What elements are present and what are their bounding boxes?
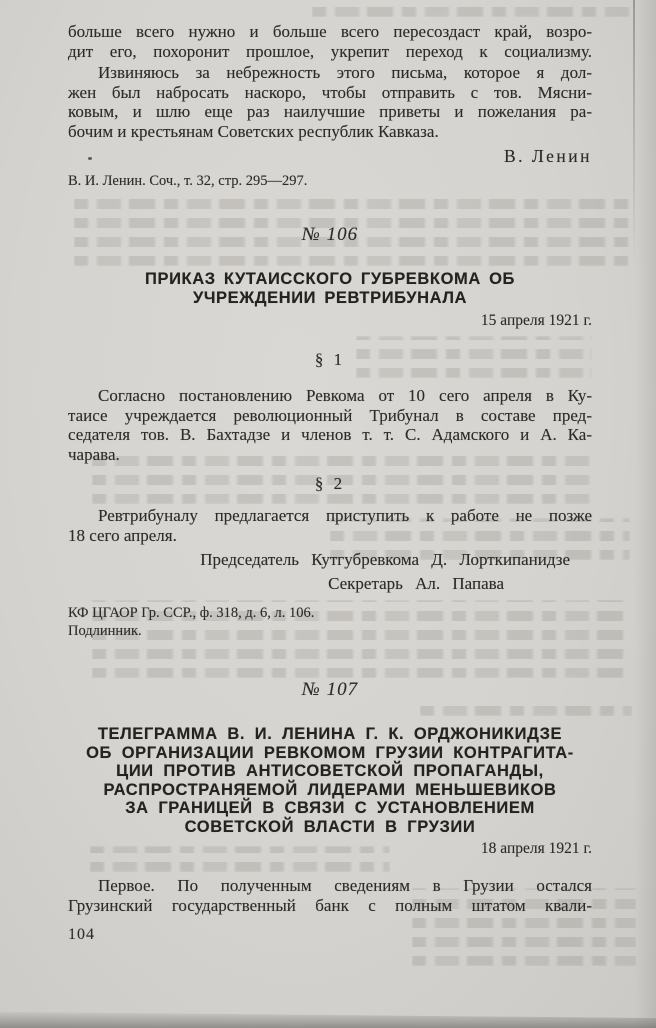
doc-107-title-line: РАСПРОСТРАНЯЕМОЙ ЛИДЕРАМИ МЕНЬШЕВИКОВ (103, 780, 557, 799)
doc-106-title-line: УЧРЕЖДЕНИИ РЕВТРИБУНАЛА (192, 289, 468, 307)
section-2-heading: § 2 (314, 474, 346, 493)
doc-106-title (68, 270, 592, 308)
archive-reference: КФ ЦГАОР Гр. ССР., ф. 318, д. 6, л. 106. (68, 605, 315, 621)
doc-107-body-line: Первое. По полученным сведениям в Грузии остался (98, 876, 592, 895)
letter-text-line: дит его, похоронит прошлое, укрепит переход к социализму. (68, 41, 592, 61)
doc-107-body-paragraph (68, 876, 592, 915)
bleedthrough-texture (312, 2, 630, 17)
doc-106-number: № 106 (301, 224, 359, 245)
letter-closing-paragraph (68, 63, 592, 141)
doc-107-number: № 107 (301, 679, 359, 700)
chairman-signature-line: Председатель Кутгубревкома Д. Лорткипанидзе (200, 550, 570, 569)
lenin-source-citation: В. И. Ленин. Соч., т. 32, стр. 295—297. (68, 173, 308, 189)
ink-speck (88, 157, 92, 160)
doc-107-title-line: ЗА ГРАНИЦЕЙ В СВЯЗИ С УСТАНОВЛЕНИЕМ (125, 799, 535, 817)
page-bottom-shadow (0, 1010, 656, 1028)
letter-text-line: ковым, и шлю еще раз наилучшие приветы и пожелания ра- (68, 102, 592, 121)
page-number: 104 (68, 926, 95, 943)
secretary-signature-line: Секретарь Ал. Папава (328, 574, 504, 593)
doc-107-date: 18 апреля 1921 г. (480, 840, 592, 857)
letter-text-line: больше всего нужно и больше всего пересоздаст край, возро- (68, 22, 592, 41)
doc-107-title-line: ЦИИ ПРОТИВ АНТИСОВЕТСКОЙ ПРОПАГАНДЫ, (116, 762, 544, 780)
bleedthrough-texture (420, 700, 632, 716)
section-2-paragraph (68, 506, 592, 545)
doc-107-body-line: Грузинский государственный банк с полным штатом квали- (68, 895, 592, 915)
doc-106-title-line: ПРИКАЗ КУТАИССКОГО ГУБРЕВКОМА ОБ (145, 270, 515, 288)
section-1-line: Согласно постановлению Ревкома от 10 сего апреля в Ку- (98, 386, 592, 405)
section-1-paragraph (68, 386, 592, 464)
section-2-line: 18 сего апреля. (68, 525, 177, 545)
lenin-signature: В. Ленин (503, 146, 592, 166)
section-1-line: седателя тов. В. Бахтадзе и членов т. т. С. Адамского и А. Ка- (68, 425, 592, 444)
letter-text-line: бочим и крестьянам Советских республик Кавказа. (68, 121, 439, 141)
letter-text-line: жен был набросать наскоро, чтобы отправить с тов. Мясни- (68, 82, 592, 102)
page-edge-shading (634, 0, 656, 1028)
section-1-line: чарава. (68, 444, 120, 464)
authenticity-note: Подлинник. (68, 623, 142, 639)
letter-text-line: Извиняюсь за небрежность этого письма, которое я дол- (98, 63, 592, 82)
doc-106-date: 15 апреля 1921 г. (480, 312, 592, 329)
section-2-line: Ревтрибуналу предлагается приступить к работе не позже (98, 506, 592, 525)
doc-107-title-line: ОБ ОРГАНИЗАЦИИ РЕВКОМОМ ГРУЗИИ КОНТРАГИТА- (86, 743, 574, 762)
doc-107-title (68, 725, 592, 836)
doc-107-title-line: СОВЕТСКОЙ ВЛАСТИ В ГРУЗИИ (184, 817, 476, 836)
doc-107-title-line: ТЕЛЕГРАММА В. И. ЛЕНИНА Г. К. ОРДЖОНИКИДЗЕ (97, 725, 563, 743)
section-1-heading: § 1 (314, 350, 346, 369)
letter-continuation-paragraph (68, 22, 592, 61)
section-1-line: таисе учреждается революционный Трибунал в составе пред- (68, 405, 592, 425)
